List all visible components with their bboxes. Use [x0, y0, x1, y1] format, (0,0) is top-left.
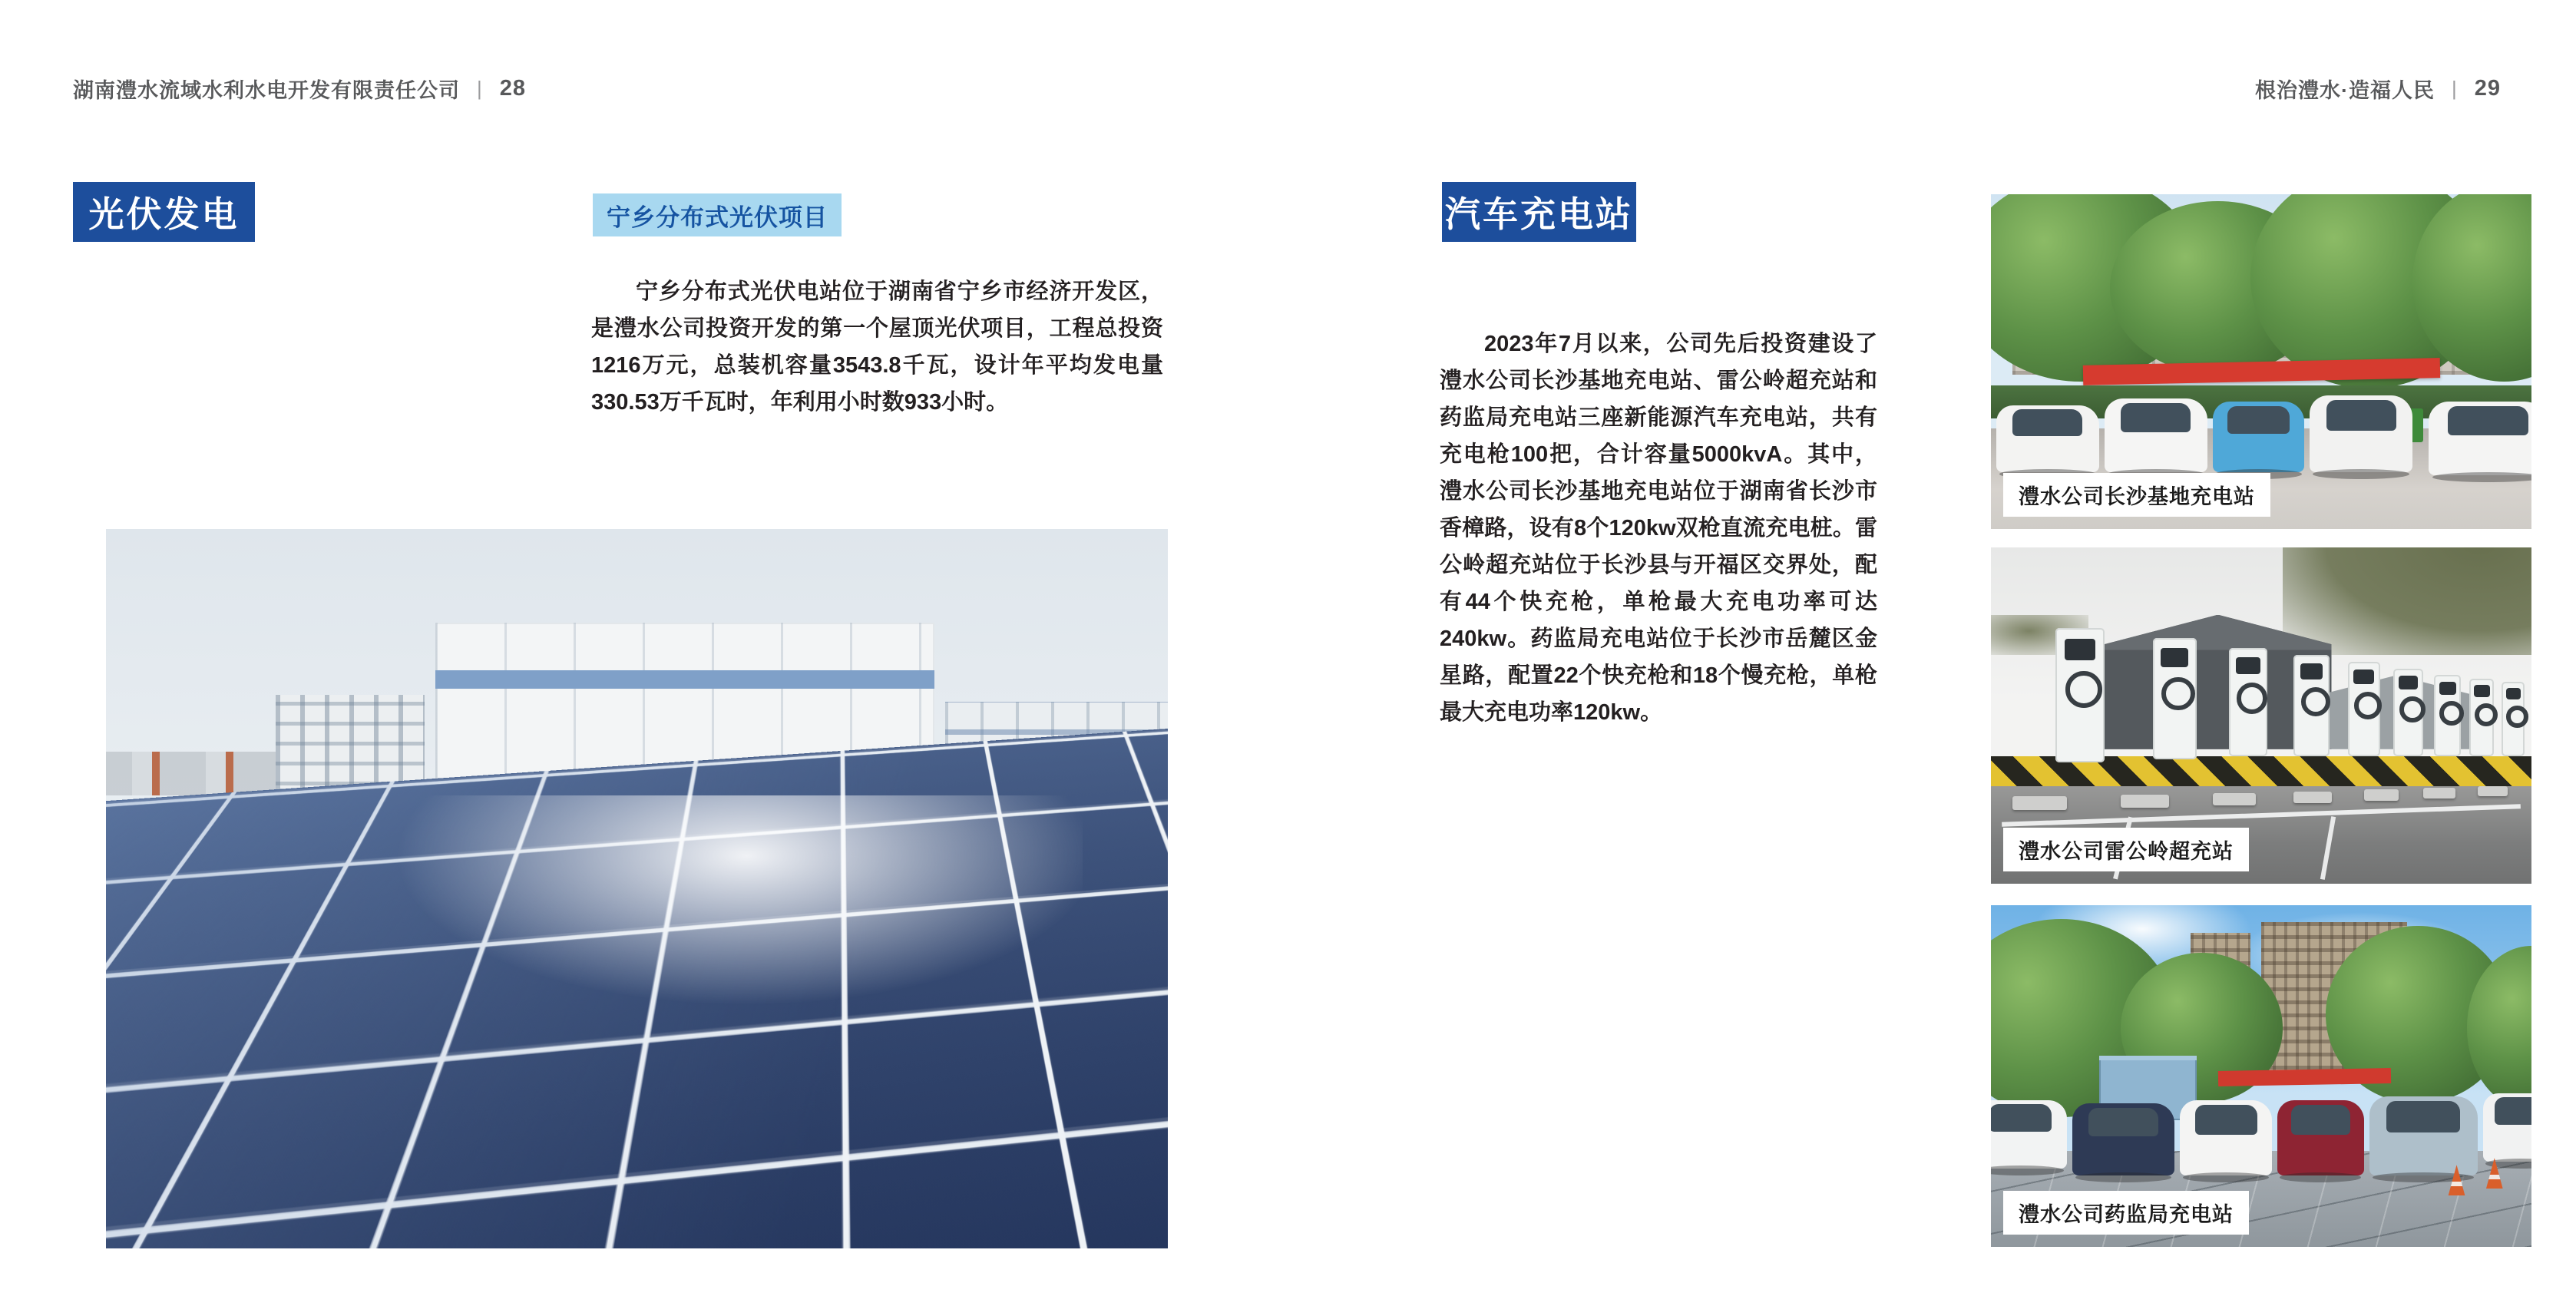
wheel-stop [2213, 793, 2256, 806]
photo-caption: 澧水公司雷公岭超充站 [2003, 828, 2249, 871]
car-white [1996, 405, 2099, 472]
charging-pile [2393, 669, 2423, 756]
wheel-stop [2293, 792, 2331, 804]
charging-pile [2434, 675, 2461, 755]
page-header-right [2255, 74, 2501, 104]
sun-reflection [382, 795, 1083, 1011]
car-dark-blue [2072, 1103, 2175, 1175]
wheel-stop [2423, 788, 2455, 798]
wheel-stop [2478, 786, 2508, 796]
project-subtitle: 宁乡分布式光伏项目 [593, 193, 842, 236]
wheel-stop [2012, 796, 2066, 810]
car-red [2277, 1100, 2364, 1175]
header-separator: | [477, 77, 483, 100]
photo-caption: 澧水公司长沙基地充电站 [2003, 473, 2270, 517]
solar-paragraph: 宁乡分布式光伏电站位于湖南省宁乡市经济开发区，是澧水公司投资开发的第一个屋顶光伏项目，工程总投资1216万元，总装机容量3543.8千瓦，设计年平均发电量330.53万千瓦时，年利用小时数933小时。 [591, 279, 1163, 415]
section-title-charging: 汽车充电站 [1442, 182, 1636, 242]
charging-pile [2502, 682, 2525, 755]
car-white [2483, 1093, 2531, 1162]
company-name: 湖南澧水流域水利水电开发有限责任公司 [73, 79, 460, 102]
charging-pile [2153, 638, 2196, 759]
section-title-solar: 光伏发电 [73, 182, 255, 242]
car-white [2180, 1100, 2272, 1175]
charging-pile [2469, 679, 2494, 756]
car-white [2105, 398, 2207, 472]
charging-pile [2348, 662, 2380, 756]
building-blue-stripe [435, 670, 934, 689]
car-blue-taxi [2213, 402, 2305, 472]
charging-pile [2229, 648, 2268, 755]
photo-rooftop-solar-array [106, 529, 1168, 1248]
photo-leigongling-supercharge-station [1991, 547, 2531, 884]
slogan: 根治澧水·造福人民 [2254, 79, 2435, 102]
photo-yaojianju-charging-station [1991, 905, 2531, 1247]
charging-pile [2055, 628, 2104, 762]
photo-caption: 澧水公司药监局充电站 [2003, 1191, 2249, 1235]
charging-pile [2293, 655, 2329, 755]
wheel-stop [2364, 789, 2399, 801]
page-number-right: 29 [2474, 76, 2501, 101]
page-number-left: 28 [499, 76, 527, 101]
header-separator: | [2451, 77, 2458, 100]
photo-changsha-base-station [1991, 194, 2531, 529]
charging-paragraph: 2023年7月以来，公司先后投资建设了澧水公司长沙基地充电站、雷公岭超充站和药监局充电站三座新能源汽车充电站，共有充电枪100把，合计容量5000kvA。其中，澧水公司长沙基地充电站位于湖南省长沙市香樟路，设有8个120kw双枪直流充电桩。雷公岭超充站位于长沙县与开福区交界处，配有44个快充枪，单枪最大充电功率可达240kw。药监局充电站位于长沙市岳麓区金星路，配置22个快充枪和18个慢充枪，单枪最大充电功率120kw。 [1440, 332, 1877, 725]
car-white [2310, 395, 2412, 472]
wheel-stop [2121, 795, 2169, 808]
red-banner [2218, 1068, 2392, 1086]
car-silver-blue [2369, 1096, 2478, 1175]
hill [2283, 547, 2531, 655]
car-white [2429, 402, 2531, 475]
distant-town [106, 752, 286, 795]
car-white [1991, 1100, 2067, 1169]
page-header-left [73, 74, 526, 104]
